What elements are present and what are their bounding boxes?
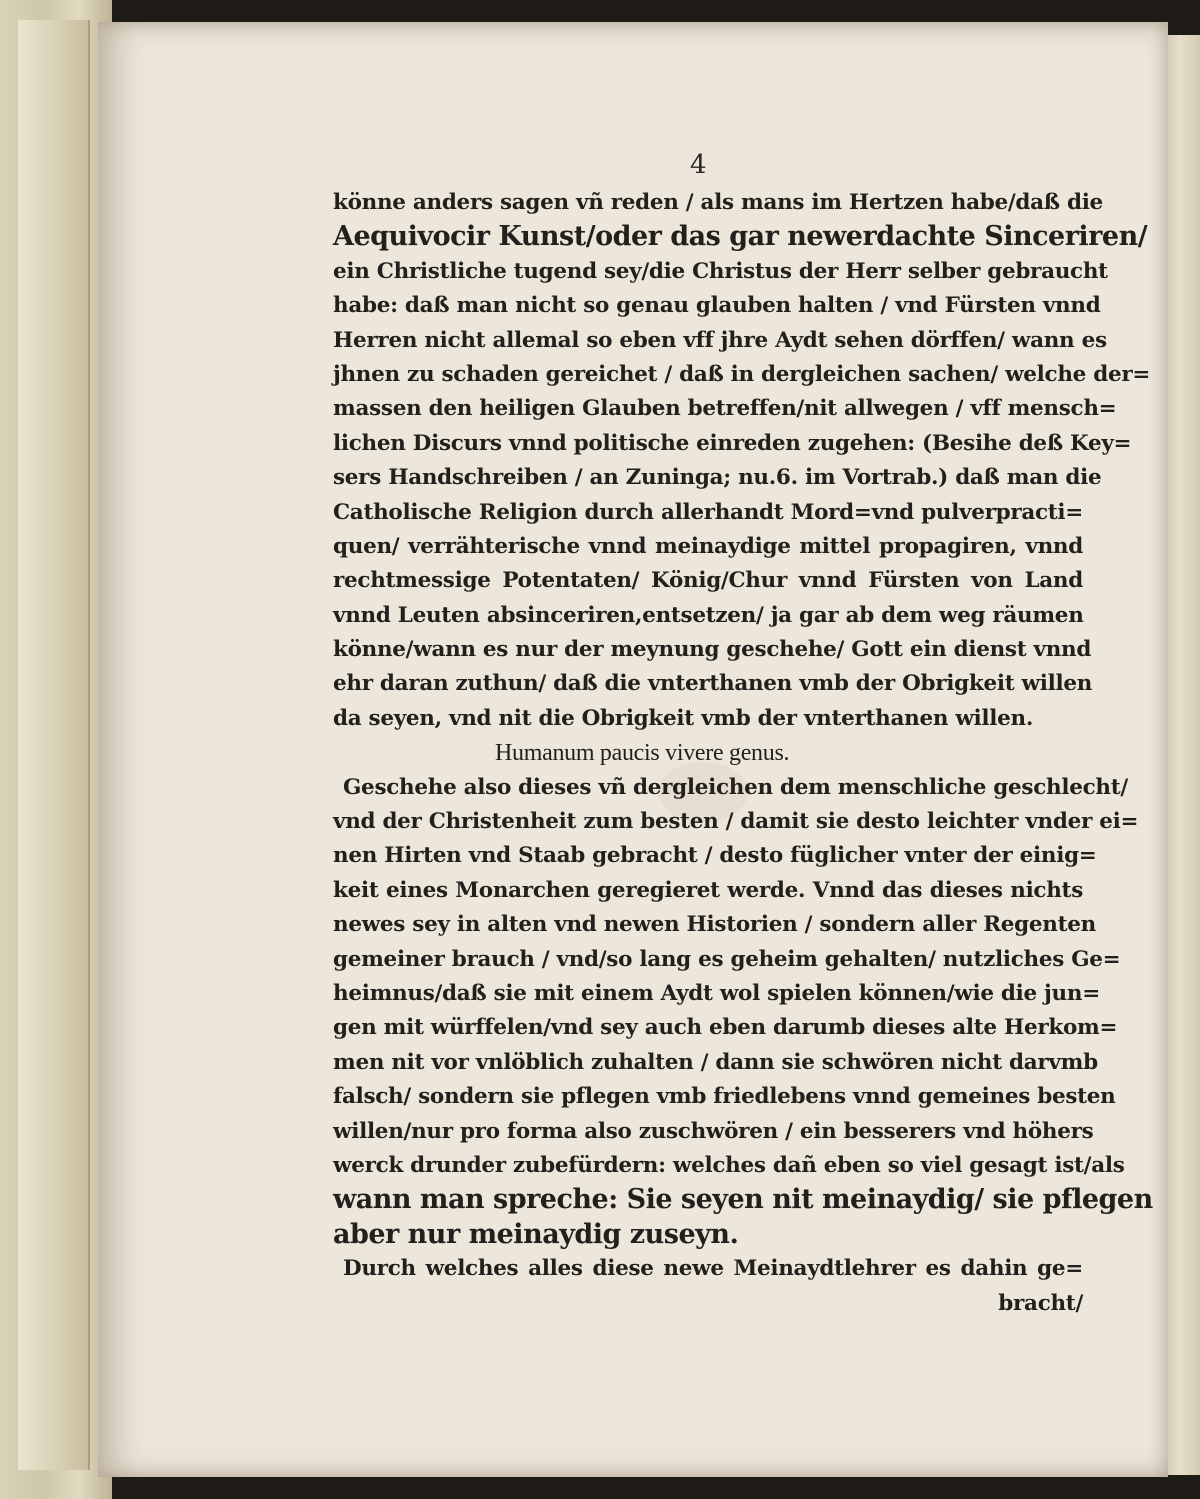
text-line: nen Hirten vnd Staab gebracht / desto füglicher vnter der einig=	[333, 843, 1097, 869]
text-line: jhnen zu schaden gereichet / daß in dergleichen sachen/ welche der=	[333, 361, 1151, 387]
catchword: bracht/	[998, 1290, 1083, 1316]
binding-edge	[18, 20, 90, 1470]
text-line: werck drunder zubefürdern: welches dañ eben so viel gesagt ist/als	[333, 1152, 1125, 1178]
text-line: könne/wann es nur der meynung geschehe/ Gott ein dienst vnnd	[333, 637, 1092, 663]
text-line: newes sey in alten vnd newen Historien / sondern aller Regenten	[333, 912, 1096, 938]
text-line: rechtmessige Potentaten/ König/Chur vnnd Fürsten von Land	[333, 568, 1083, 594]
text-line: lichen Discurs vnnd politische einreden zugehen: (Besihe deß Key=	[333, 430, 1132, 456]
text-line: Geschehe also dieses vñ dergleichen dem menschliche geschlecht/	[343, 774, 1128, 800]
text-line: da seyen, vnd nit die Obrigkeit vmb der vnterthanen willen.	[333, 705, 1034, 731]
text-line: gemeiner brauch / vnd/so lang es geheim gehalten/ nutzliches Ge=	[333, 946, 1121, 972]
text-line: men nit vor vnlöblich zuhalten / dann sie schwören nicht darvmb	[333, 1049, 1098, 1075]
text-line: heimnus/daß sie mit einem Aydt wol spielen können/wie die jun=	[333, 980, 1100, 1006]
page-number: 4	[690, 150, 707, 180]
book-binding	[0, 0, 112, 1499]
text-line: keit eines Monarchen geregieret werde. Vnnd das dieses nichts	[333, 877, 1083, 903]
text-line: vnd der Christenheit zum besten / damit sie desto leichter vnder ei=	[333, 809, 1139, 835]
text-line: Durch welches alles diese newe Meinaydtlehrer es dahin ge=	[343, 1256, 1083, 1282]
text-line: falsch/ sondern sie pflegen vmb friedlebens vnnd gemeines besten	[333, 1084, 1116, 1110]
text-line: gen mit würffelen/vnd sey auch eben darumb dieses alte Herkom=	[333, 1015, 1118, 1041]
text-line: wann man spreche: Sie seyen nit meinaydig/ sie pflegen	[333, 1184, 1153, 1216]
text-line: habe: daß man nicht so genau glauben halten / vnd Fürsten vnnd	[333, 293, 1101, 319]
latin-motto: Humanum paucis vivere genus.	[495, 740, 790, 767]
text-line: vnnd Leuten absinceriren,entsetzen/ ja gar ab dem weg räumen	[333, 602, 1084, 628]
text-line: ein Christliche tugend sey/die Christus der Herr selber gebraucht	[333, 258, 1108, 284]
text-line: Herren nicht allemal so eben vff jhre Aydt sehen dörffen/ wann es	[333, 327, 1107, 353]
text-line: quen/ verrähterische vnnd meinaydige mittel propagiren, vnnd	[333, 533, 1083, 559]
text-line: ehr daran zuthun/ daß die vnterthanen vmb der Obrigkeit willen	[333, 671, 1093, 697]
text-line: aber nur meinaydig zuseyn.	[333, 1218, 739, 1250]
text-line: willen/nur pro forma also zuschwören / ein besserers vnd höhers	[333, 1118, 1094, 1144]
text-line: könne anders sagen vñ reden / als mans im Hertzen habe/daß die	[333, 190, 1103, 215]
text-line: Catholische Religion durch allerhandt Mord=vnd pulverpracti=	[333, 499, 1083, 525]
body-text	[333, 186, 1153, 1321]
text-line: sers Handschreiben / an Zuninga; nu.6. im Vortrab.) daß man die	[333, 465, 1102, 491]
text-line: massen den heiligen Glauben betreffen/nit allwegen / vff mensch=	[333, 396, 1117, 422]
text-line: Aequivocir Kunst/oder das gar newerdachte Sinceriren/	[333, 221, 1148, 253]
